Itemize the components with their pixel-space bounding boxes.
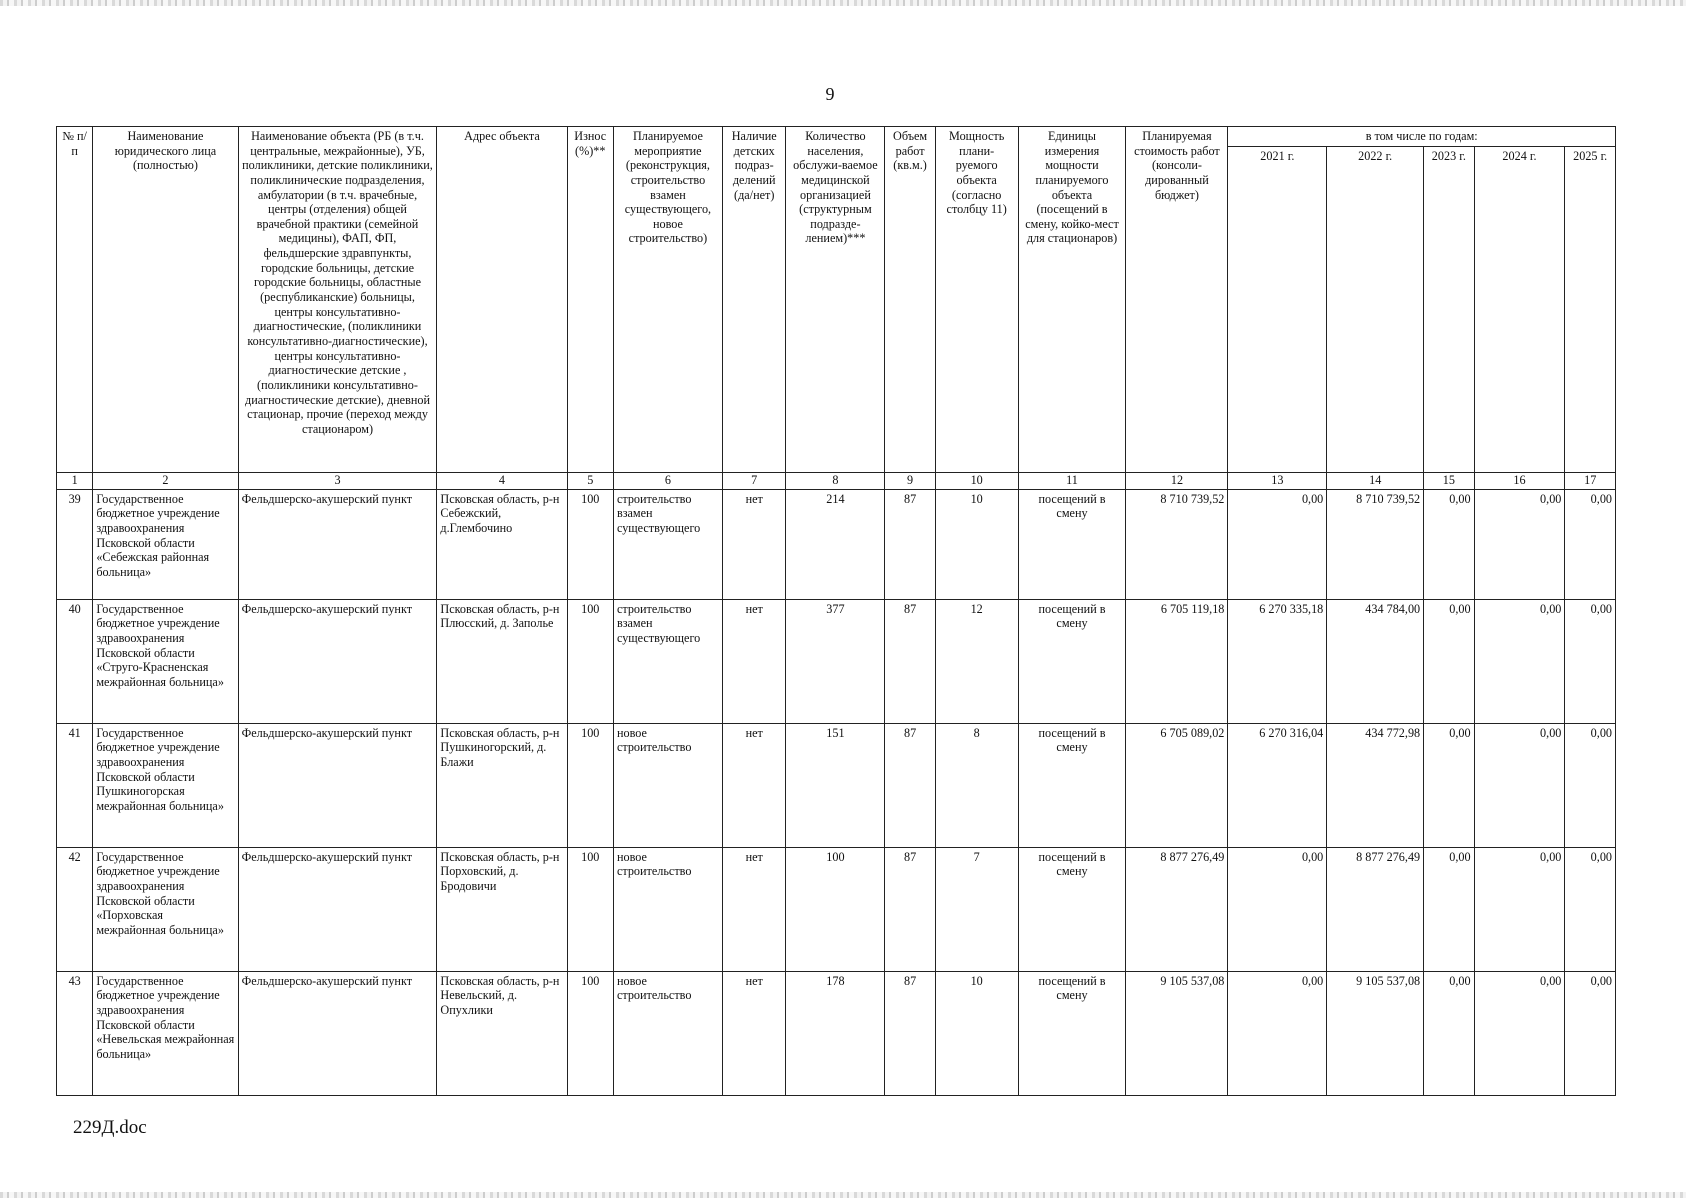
col-number: 13 [1228, 472, 1327, 489]
row-org: Государственное бюджетное учреждение здравоохранения Псковской области «Невельская межрайонная больница» [93, 971, 238, 1095]
header-year-2023: 2023 г. [1424, 146, 1474, 472]
row-num: 39 [57, 489, 93, 599]
table-header [57, 127, 1616, 473]
row-object: Фельдшерско-акушерский пункт [238, 489, 437, 599]
row-address: Псковская область, р-н Себежский, д.Глембочино [437, 489, 567, 599]
col-number: 3 [238, 472, 437, 489]
row-unit: посещений в смену [1018, 489, 1126, 599]
row-kids: нет [722, 723, 786, 847]
row-address: Псковская область, р-н Пушкиногорский, д. Блажи [437, 723, 567, 847]
header-object: Наименование объекта (РБ (в т.ч. центральные, межрайонные), УБ, поликлиники, детские поликлиники, поликлинические подразделения, амбулатории (в т.ч. врачебные, центры (отделения) общей врачебной практики (семейной медицины), ФАП, ФП, фельдшерские здравпункты, городские больницы, детские городские больницы, областные (республиканские) больницы, центры консультативно-диагностические, (поликлиники консультативно-диагностические), центры консультативно-диагностические детские , (поликлиники консультативно-диагностические детские), дневной стационар, прочие (переход между стационаром) [238, 127, 437, 473]
header-kids: Наличие детских подраз-делений (да/нет) [722, 127, 786, 473]
row-kids: нет [722, 847, 786, 971]
column-number-row [57, 472, 1616, 489]
header-num: № п/п [57, 127, 93, 473]
row-2025: 0,00 [1565, 599, 1616, 723]
col-number: 10 [935, 472, 1018, 489]
row-volume: 87 [885, 723, 935, 847]
row-2024: 0,00 [1474, 971, 1565, 1095]
col-number: 6 [613, 472, 722, 489]
row-population: 214 [786, 489, 885, 599]
header-year-2024: 2024 г. [1474, 146, 1565, 472]
row-2021: 6 270 316,04 [1228, 723, 1327, 847]
row-population: 151 [786, 723, 885, 847]
row-2021: 0,00 [1228, 971, 1327, 1095]
row-2022: 434 784,00 [1327, 599, 1424, 723]
header-address: Адрес объекта [437, 127, 567, 473]
header-capacity: Мощность плани-руемого объекта (согласно столбцу 11) [935, 127, 1018, 473]
row-2022: 8 877 276,49 [1327, 847, 1424, 971]
row-object: Фельдшерско-акушерский пункт [238, 723, 437, 847]
table-row [57, 971, 1616, 1095]
row-cost: 8 710 739,52 [1126, 489, 1228, 599]
row-org: Государственное бюджетное учреждение здравоохранения Псковской области Пушкиногорская межрайонная больница» [93, 723, 238, 847]
header-year-2021: 2021 г. [1228, 146, 1327, 472]
row-2024: 0,00 [1474, 723, 1565, 847]
row-unit: посещений в смену [1018, 971, 1126, 1095]
row-address: Псковская область, р-н Порховский, д. Бродовичи [437, 847, 567, 971]
row-address: Псковская область, р-н Плюсский, д. Заполье [437, 599, 567, 723]
row-num: 40 [57, 599, 93, 723]
row-unit: посещений в смену [1018, 723, 1126, 847]
row-2025: 0,00 [1565, 489, 1616, 599]
col-number: 7 [722, 472, 786, 489]
col-number: 9 [885, 472, 935, 489]
row-cost: 8 877 276,49 [1126, 847, 1228, 971]
row-object: Фельдшерско-акушерский пункт [238, 599, 437, 723]
row-num: 43 [57, 971, 93, 1095]
header-volume: Объем работ (кв.м.) [885, 127, 935, 473]
row-event: новое строительство [613, 971, 722, 1095]
row-kids: нет [722, 971, 786, 1095]
row-org: Государственное бюджетное учреждение здравоохранения Псковской области «Себежская районная больница» [93, 489, 238, 599]
row-org: Государственное бюджетное учреждение здравоохранения Псковской области «Струго-Красненская межрайонная больница» [93, 599, 238, 723]
page-number: 9 [825, 84, 835, 104]
row-capacity: 12 [935, 599, 1018, 723]
row-unit: посещений в смену [1018, 599, 1126, 723]
row-cost: 6 705 119,18 [1126, 599, 1228, 723]
row-2024: 0,00 [1474, 489, 1565, 599]
row-event: новое строительство [613, 847, 722, 971]
row-2023: 0,00 [1424, 723, 1474, 847]
row-2021: 6 270 335,18 [1228, 599, 1327, 723]
row-2023: 0,00 [1424, 847, 1474, 971]
col-number: 14 [1327, 472, 1424, 489]
header-years-group: в том числе по годам: [1228, 127, 1616, 147]
row-2022: 434 772,98 [1327, 723, 1424, 847]
row-capacity: 10 [935, 489, 1018, 599]
col-number: 17 [1565, 472, 1616, 489]
row-2023: 0,00 [1424, 971, 1474, 1095]
table-row [57, 489, 1616, 599]
row-2022: 8 710 739,52 [1327, 489, 1424, 599]
header-event: Планируемое мероприятие (реконструкция, строительство взамен существующего, новое строительство) [613, 127, 722, 473]
table-row [57, 723, 1616, 847]
row-volume: 87 [885, 489, 935, 599]
row-capacity: 10 [935, 971, 1018, 1095]
header-wear: Износ (%)** [567, 127, 613, 473]
header-year-2022: 2022 г. [1327, 146, 1424, 472]
row-org: Государственное бюджетное учреждение здравоохранения Псковской области «Порховская межрайонная больница» [93, 847, 238, 971]
row-capacity: 7 [935, 847, 1018, 971]
row-event: новое строительство [613, 723, 722, 847]
row-wear: 100 [567, 971, 613, 1095]
row-cost: 9 105 537,08 [1126, 971, 1228, 1095]
header-org: Наименование юридического лица (полностью) [93, 127, 238, 473]
row-wear: 100 [567, 599, 613, 723]
row-population: 100 [786, 847, 885, 971]
row-wear: 100 [567, 489, 613, 599]
row-volume: 87 [885, 599, 935, 723]
header-year-2025: 2025 г. [1565, 146, 1616, 472]
col-number: 16 [1474, 472, 1565, 489]
row-address: Псковская область, р-н Невельский, д. Опухлики [437, 971, 567, 1095]
row-population: 178 [786, 971, 885, 1095]
scan-edge-bottom [0, 1192, 1686, 1198]
row-unit: посещений в смену [1018, 847, 1126, 971]
row-event: строительство взамен существующего [613, 489, 722, 599]
row-wear: 100 [567, 723, 613, 847]
col-number: 2 [93, 472, 238, 489]
investment-table [56, 126, 1616, 1096]
row-capacity: 8 [935, 723, 1018, 847]
row-2024: 0,00 [1474, 599, 1565, 723]
row-cost: 6 705 089,02 [1126, 723, 1228, 847]
row-object: Фельдшерско-акушерский пункт [238, 971, 437, 1095]
table-row [57, 847, 1616, 971]
row-kids: нет [722, 599, 786, 723]
row-2021: 0,00 [1228, 489, 1327, 599]
col-number: 5 [567, 472, 613, 489]
table-row [57, 599, 1616, 723]
row-population: 377 [786, 599, 885, 723]
row-2023: 0,00 [1424, 489, 1474, 599]
col-number: 11 [1018, 472, 1126, 489]
row-2023: 0,00 [1424, 599, 1474, 723]
row-num: 42 [57, 847, 93, 971]
row-2025: 0,00 [1565, 971, 1616, 1095]
header-unit: Единицы измерения мощности планируемого объекта (посещений в смену, койко-мест для стационаров) [1018, 127, 1126, 473]
row-object: Фельдшерско-акушерский пункт [238, 847, 437, 971]
row-volume: 87 [885, 971, 935, 1095]
col-number: 15 [1424, 472, 1474, 489]
col-number: 8 [786, 472, 885, 489]
col-number: 4 [437, 472, 567, 489]
row-kids: нет [722, 489, 786, 599]
col-number: 1 [57, 472, 93, 489]
row-wear: 100 [567, 847, 613, 971]
row-event: строительство взамен существующего [613, 599, 722, 723]
header-population: Количество населения, обслужи-ваемое медицинской организацией (структурным подразде-лением)*** [786, 127, 885, 473]
row-2025: 0,00 [1565, 847, 1616, 971]
row-2022: 9 105 537,08 [1327, 971, 1424, 1095]
row-volume: 87 [885, 847, 935, 971]
document-filename: 229Д.doc [73, 1117, 147, 1138]
col-number: 12 [1126, 472, 1228, 489]
row-num: 41 [57, 723, 93, 847]
row-2025: 0,00 [1565, 723, 1616, 847]
header-cost: Планируемая стоимость работ (консоли-дированный бюджет) [1126, 127, 1228, 473]
row-2024: 0,00 [1474, 847, 1565, 971]
scan-edge-top [0, 0, 1686, 6]
row-2021: 0,00 [1228, 847, 1327, 971]
